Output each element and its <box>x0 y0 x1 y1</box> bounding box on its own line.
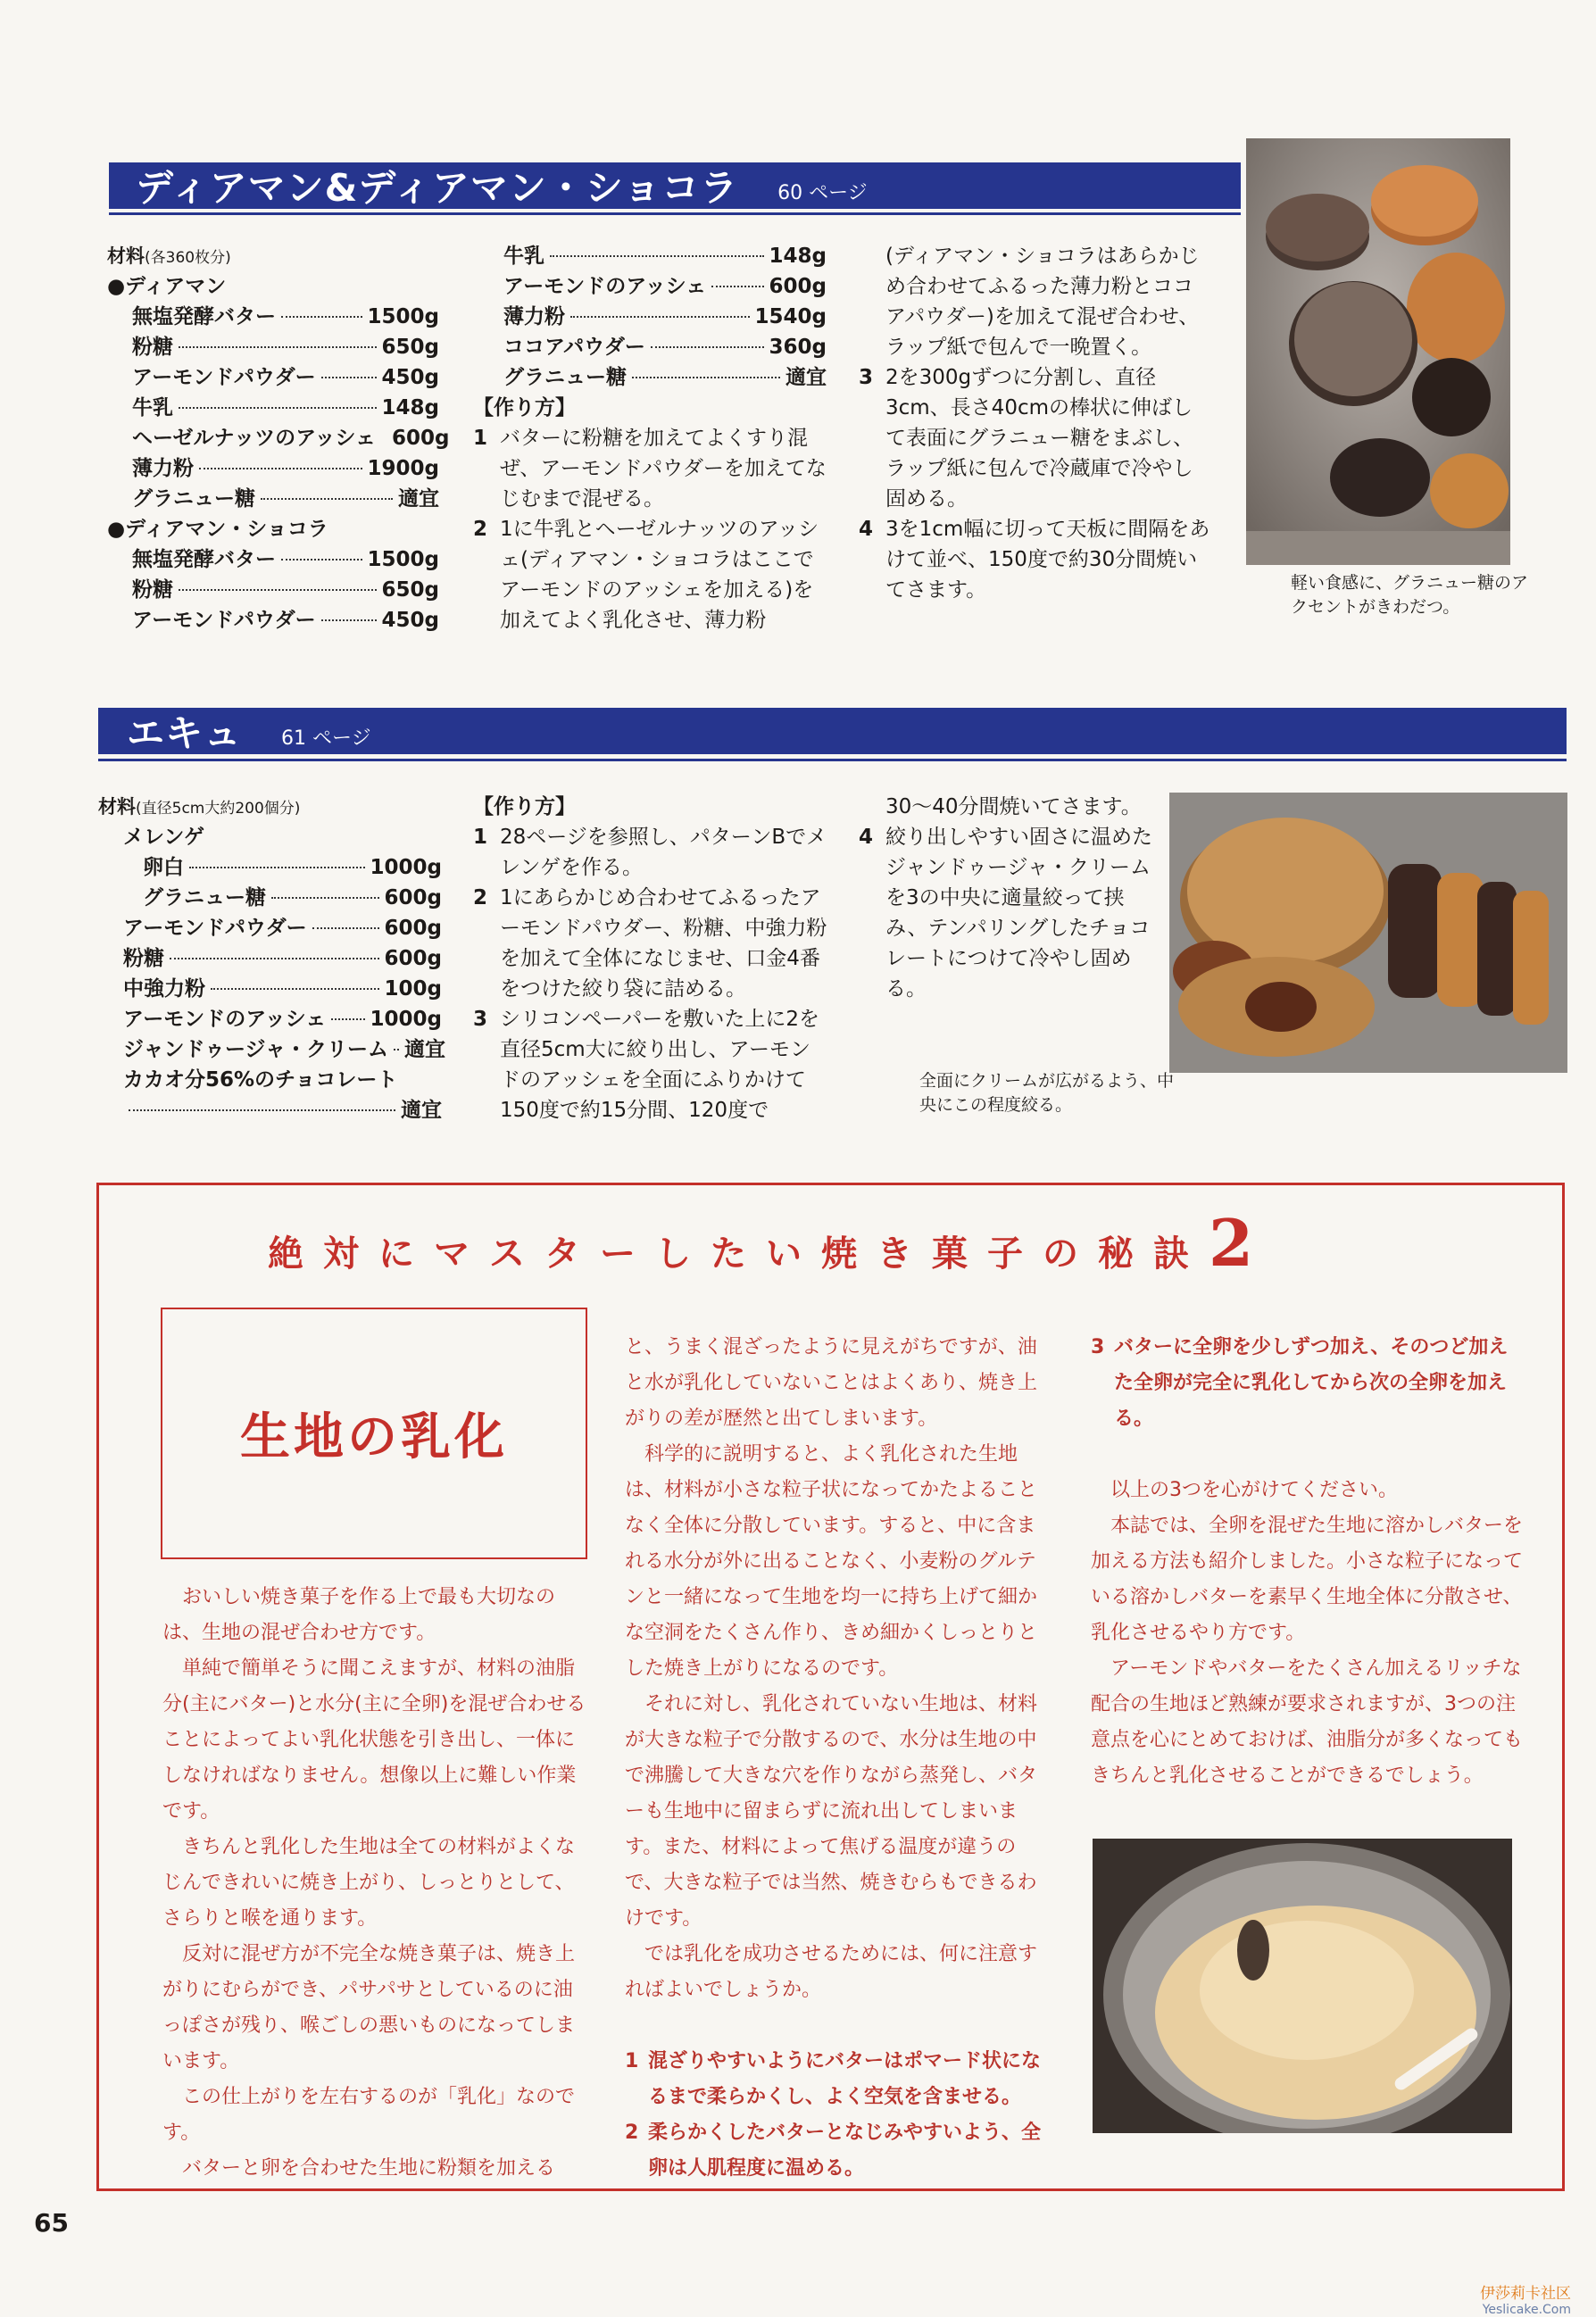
ingredient-name: グラニュー糖 <box>132 487 255 511</box>
watermark <box>1419 2285 1571 2317</box>
method-step <box>473 883 828 1004</box>
step-text: 2を300gずつに分割し、直径3cm、長さ40cmの棒状に伸ばして表面にグラニュー糖をまぶし、ラップ紙に包んで冷蔵庫で冷やし固める。 <box>885 366 1193 511</box>
ingredient-row <box>107 544 439 575</box>
step-number: 3 <box>859 366 874 389</box>
secret-title: 絶対にマスターしたい焼き菓子の秘訣2 <box>268 1205 1274 1281</box>
key-point-text: 柔らかくしたバターとなじみやすいよう、全卵は人肌程度に温める。 <box>648 2122 1042 2180</box>
ingredient-name: 薄力粉 <box>132 457 194 480</box>
step-number: 3 <box>473 1008 488 1031</box>
method-step <box>473 514 827 635</box>
ingredient-row <box>123 1095 442 1125</box>
ingredient-qty: 148g <box>381 396 439 419</box>
ingredient-row <box>107 484 439 514</box>
ingredient-name: 薄力粉 <box>503 305 565 328</box>
paragraph: と、うまく混ざったように見えがちですが、油と水が乳化していないことはよくあり、焼き上がりの差が歴然と出てしまいます。 <box>625 1336 1038 1430</box>
ingredient-name: 牛乳 <box>132 396 173 419</box>
ingredient-name: グラニュー糖 <box>143 886 266 909</box>
ingredient-name: ジャンドゥージャ・クリーム <box>123 1038 389 1061</box>
butter-bowl-photo <box>1093 1839 1512 2133</box>
ingredient-row <box>123 1034 446 1065</box>
ingredient-name: 粉糖 <box>132 336 173 359</box>
paragraph: この仕上がりを左右するのが「乳化」なのです。 <box>162 2086 576 2144</box>
key-point-number: 3 <box>1091 1336 1105 1358</box>
paragraph: 反対に混ぜ方が不完全な焼き菓子は、焼き上がりにむらができ、パサパサとしているのに油っぽさが残り、喉ごしの悪いものになってしまいます。 <box>162 1943 576 2072</box>
ingredient-name: 牛乳 <box>503 245 544 268</box>
ingredient-name: カカオ分56%のチョコレート <box>123 1068 398 1092</box>
section1-page-ref: 60 ページ <box>777 181 868 204</box>
ingredient-qty: 450g <box>381 366 439 389</box>
method-step <box>473 423 827 514</box>
secret-number: 2 <box>1209 1205 1274 1281</box>
ingredient-row <box>503 302 827 332</box>
ingredient-name: アーモンドパウダー <box>132 366 316 389</box>
ingredient-group <box>123 1065 442 1095</box>
ingredient-qty: 600g <box>392 427 450 450</box>
key-point-text: 混ざりやすいようにバターはポマード状になるまで柔らかくし、よく空気を含ませる。 <box>648 2050 1042 2108</box>
paragraph: 本誌では、全卵を混ぜた生地に溶かしバターを加える方法も紹介しました。小さな粒子になっている溶かしバターを素早く生地全体に分散させ、乳化させるやり方です。 <box>1091 1515 1524 1644</box>
section1-col2 <box>473 241 827 635</box>
section1-rule <box>109 212 1241 215</box>
ingredient-row <box>107 302 439 332</box>
paragraph: バターと卵を合わせた生地に粉類を加える <box>182 2157 556 2180</box>
ingredient-row <box>123 1004 442 1034</box>
leader-dots <box>550 255 764 257</box>
ingredient-name: 無塩発酵バター <box>132 548 276 571</box>
ingredient-name: 無塩発酵バター <box>132 305 276 328</box>
ingredient-row <box>503 241 827 271</box>
leader-dots <box>179 589 377 591</box>
step-text: 28ページを参照し、パターンBでメレンゲを作る。 <box>500 826 827 879</box>
ingredient-qty: 1500g <box>367 305 439 328</box>
ingredient-row <box>107 393 439 423</box>
ingredient-row <box>107 575 439 605</box>
ingredient-name: グラニュー糖 <box>503 366 627 389</box>
secret-col3 <box>1091 1330 1526 1794</box>
method-step <box>473 822 828 883</box>
leader-dots <box>261 498 393 500</box>
ingredient-group <box>123 822 442 852</box>
spacer <box>625 2008 1052 2044</box>
section1-title: ディアマン&ディアマン・ショコラ <box>136 166 739 210</box>
ingredient-qty: 360g <box>769 336 827 359</box>
section1-caption: 軽い食感に、グラニュー糖のアクセントがきわだつ。 <box>1291 573 1529 617</box>
ingredient-group <box>107 514 439 544</box>
step-number: 1 <box>473 427 488 450</box>
leader-dots <box>632 377 780 378</box>
ingredient-row <box>123 974 442 1004</box>
ingredient-name: アーモンドパウダー <box>123 917 307 940</box>
secret-col1 <box>162 1580 589 2187</box>
method-heading: 【作り方】 <box>473 795 576 818</box>
watermark-line1: 伊莎莉卡社区 <box>1480 2285 1571 2303</box>
ingredient-qty: 1900g <box>367 457 439 480</box>
ingredient-row <box>123 913 442 943</box>
key-point-number: 2 <box>625 2122 639 2144</box>
ingredient-qty: 1000g <box>370 1008 442 1031</box>
ingredient-row <box>123 883 442 913</box>
ingredient-row <box>503 362 827 393</box>
section2-caption: 全面にクリームが広がるよう、中央にこの程度絞る。 <box>919 1071 1175 1115</box>
section1-header <box>109 162 1241 209</box>
step-number: 4 <box>859 826 874 849</box>
section2-page-ref: 61 ページ <box>281 727 371 750</box>
ingredient-qty: 適宜 <box>401 1099 442 1122</box>
leader-dots <box>179 407 377 409</box>
ingredient-qty: 適宜 <box>404 1038 446 1061</box>
ingredient-qty: 100g <box>384 977 442 1001</box>
method-step <box>859 514 1212 605</box>
ingredient-row <box>107 332 439 362</box>
leader-dots <box>199 468 362 469</box>
spacer <box>1091 1437 1526 1473</box>
key-point-number: 1 <box>625 2050 639 2072</box>
paragraph: 科学的に説明すると、よく乳化された生地は、材料が小さな粒子状になってかたよることなく全体に分散しています。すると、中に含まれる水分が外に出ることなく、小麦粉のグルテンと一緒になって生地を均一に持ち上げて細かな空洞をたくさん作り、きめ細かくしっとりとした焼き上がりになるのです。 <box>625 1443 1038 1680</box>
ingredient-qty: 148g <box>769 245 827 268</box>
key-point <box>1091 1330 1526 1437</box>
ingredient-qty: 1000g <box>370 856 442 879</box>
leader-dots <box>570 316 750 318</box>
diamant-cookies-photo <box>1246 138 1510 565</box>
ingredient-qty: 600g <box>384 947 442 970</box>
leader-dots <box>312 927 379 929</box>
section2-title: エキュ <box>127 711 243 755</box>
ingredient-name: ヘーゼルナッツのアッシェ <box>132 427 377 450</box>
step-continuation: 30〜40分間焼いてさます。 <box>885 795 1142 818</box>
paragraph: では乳化を成功させるためには、何に注意すればよいでしょうか。 <box>625 1943 1038 2001</box>
ingredient-qty: 適宜 <box>786 366 827 389</box>
ingredient-name: アーモンドのアッシェ <box>503 275 707 298</box>
ingredients-heading: 材料(直径5cm大約200個分) <box>98 796 301 818</box>
step-continuation: (ディアマン・ショコラはあらかじめ合わせてふるった薄力粉とココアパウダー)を加えて混ぜ合わせ、ラップ紙で包んで一晩置く。 <box>885 245 1200 359</box>
step-text: 絞り出しやすい固さに温めたジャンドゥージャ・クリームを3の中央に適量絞って挟み、テンパリングしたチョコレートにつけて冷やし固める。 <box>885 826 1152 1001</box>
ingredient-qty: 適宜 <box>398 487 439 511</box>
method-heading: 【作り方】 <box>473 396 576 419</box>
step-text: 1に牛乳とヘーゼルナッツのアッシェ(ディアマン・ショコラはここでアーモンドのアッシェを加える)を加えてよく乳化させ、薄力粉 <box>500 518 819 632</box>
emulsion-title: 生地の乳化 <box>240 1408 508 1466</box>
paragraph: きちんと乳化した生地は全ての材料がよくなじんできれいに焼き上がり、しっとりとして、さらりと喉を通ります。 <box>162 1836 576 1930</box>
key-point <box>625 2044 1052 2115</box>
leader-dots <box>321 377 377 378</box>
ingredient-qty: 1500g <box>367 548 439 571</box>
step-number: 4 <box>859 518 874 541</box>
leader-dots <box>189 867 365 868</box>
leader-dots <box>129 1109 395 1111</box>
leader-dots <box>711 286 763 287</box>
key-point <box>625 2115 1052 2187</box>
paragraph: 以上の3つを心がけてください。 <box>1110 1479 1398 1501</box>
leader-dots <box>170 958 379 959</box>
ingredient-qty: 650g <box>381 578 439 602</box>
leader-dots <box>211 988 379 990</box>
leader-dots <box>331 1018 364 1020</box>
leader-dots <box>271 897 379 899</box>
ingredient-qty: 450g <box>381 609 439 632</box>
ingredient-name: アーモンドのアッシェ <box>123 1008 327 1031</box>
section2-rule <box>98 759 1567 761</box>
ingredient-qty: 600g <box>384 917 442 940</box>
ingredient-qty: 650g <box>381 336 439 359</box>
leader-dots <box>394 1049 399 1051</box>
step-text: バターに粉糖を加えてよくすり混ぜ、アーモンドパウダーを加えてなじむまで混ぜる。 <box>500 427 827 511</box>
leader-dots <box>179 346 377 348</box>
ingredient-row <box>503 332 827 362</box>
watermark-line2: Yeslicake.Com <box>1482 2303 1571 2317</box>
method-step <box>473 1004 828 1125</box>
step-number: 2 <box>473 886 488 909</box>
ingredients-heading: 材料(各360枚分) <box>107 245 231 267</box>
ingredient-name: ココアパウダー <box>503 336 645 359</box>
ingredient-name: ●ディアマン・ショコラ <box>107 518 328 541</box>
step-text: 3を1cm幅に切って天板に間隔をあけて並べ、150度で約30分間焼いてさます。 <box>885 518 1210 602</box>
ingredient-qty: 1540g <box>754 305 827 328</box>
ingredient-row <box>107 453 439 484</box>
section2-col3 <box>859 792 1153 1004</box>
section2-ingredients-col1 <box>98 792 446 1125</box>
step-text: 1にあらかじめ合わせてふるったアーモンドパウダー、粉糖、中強力粉を加えて全体になじませ、口金4番をつけた絞り袋に詰める。 <box>500 886 827 1001</box>
ingredient-group <box>107 271 439 302</box>
ingredient-row <box>107 362 439 393</box>
emulsion-title-box <box>161 1308 587 1559</box>
step-number: 1 <box>473 826 488 849</box>
ingredient-row <box>107 423 450 453</box>
ecu-cookies-photo <box>1169 793 1567 1073</box>
ingredient-name: ●ディアマン <box>107 275 227 298</box>
ingredient-name: 粉糖 <box>132 578 173 602</box>
method-step <box>859 822 1153 1004</box>
leader-dots <box>651 346 764 348</box>
secret-col2 <box>625 1330 1052 2187</box>
paragraph: それに対し、乳化されていない生地は、材料が大きな粒子で分散するので、水分は生地の中で沸騰して大きな穴を作りながら蒸発し、バターも生地中に留まらずに流れ出してしまいます。また、材料によって焦げる温度が違うので、大きな粒子では当然、焼きむらもできるわけです。 <box>625 1693 1038 1930</box>
ingredient-name: 中強力粉 <box>123 977 205 1001</box>
section2-header <box>98 708 1567 754</box>
ingredient-name: 卵白 <box>143 856 184 879</box>
method-step <box>859 362 1212 514</box>
ingredient-row <box>503 271 827 302</box>
ingredient-name: 粉糖 <box>123 947 164 970</box>
leader-dots <box>281 316 362 318</box>
ingredient-name: アーモンドパウダー <box>132 609 316 632</box>
paragraph: アーモンドやバターをたくさん加えるリッチな配合の生地ほど熟練が要求されますが、3つの注意点を心にとめておけば、油脂分が多くなってもきちんと乳化させることができるでしょう。 <box>1091 1657 1524 1787</box>
step-text: シリコンペーパーを敷いた上に2を直径5cm大に絞り出し、アーモンドのアッシェを全面にふりかけて150度で約15分間、120度で <box>500 1008 820 1122</box>
paragraph: 単純で簡単そうに聞こえますが、材料の油脂分(主にバター)と水分(主に全卵)を混ぜ合わせることによってよい乳化状態を引き出し、一体にしなければなりません。想像以上に難しい作業です。 <box>162 1657 586 1823</box>
ingredient-row <box>123 943 442 974</box>
ingredient-row <box>107 605 439 635</box>
leader-dots <box>321 619 377 621</box>
leader-dots <box>281 559 362 561</box>
ingredient-qty: 600g <box>769 275 827 298</box>
page-number: 65 <box>34 2208 69 2238</box>
section1-col3 <box>859 241 1212 605</box>
ingredient-qty: 600g <box>384 886 442 909</box>
paragraph: おいしい焼き菓子を作る上で最も大切なのは、生地の混ぜ合わせ方です。 <box>162 1586 556 1644</box>
step-number: 2 <box>473 518 488 541</box>
section2-col2 <box>473 792 828 1125</box>
key-point-text: バターに全卵を少しずつ加え、そのつど加えた全卵が完全に乳化してから次の全卵を加える。 <box>1114 1336 1509 1430</box>
section1-ingredients-col1 <box>107 241 450 635</box>
ingredient-name: メレンゲ <box>123 826 204 849</box>
ingredient-row <box>123 852 442 883</box>
